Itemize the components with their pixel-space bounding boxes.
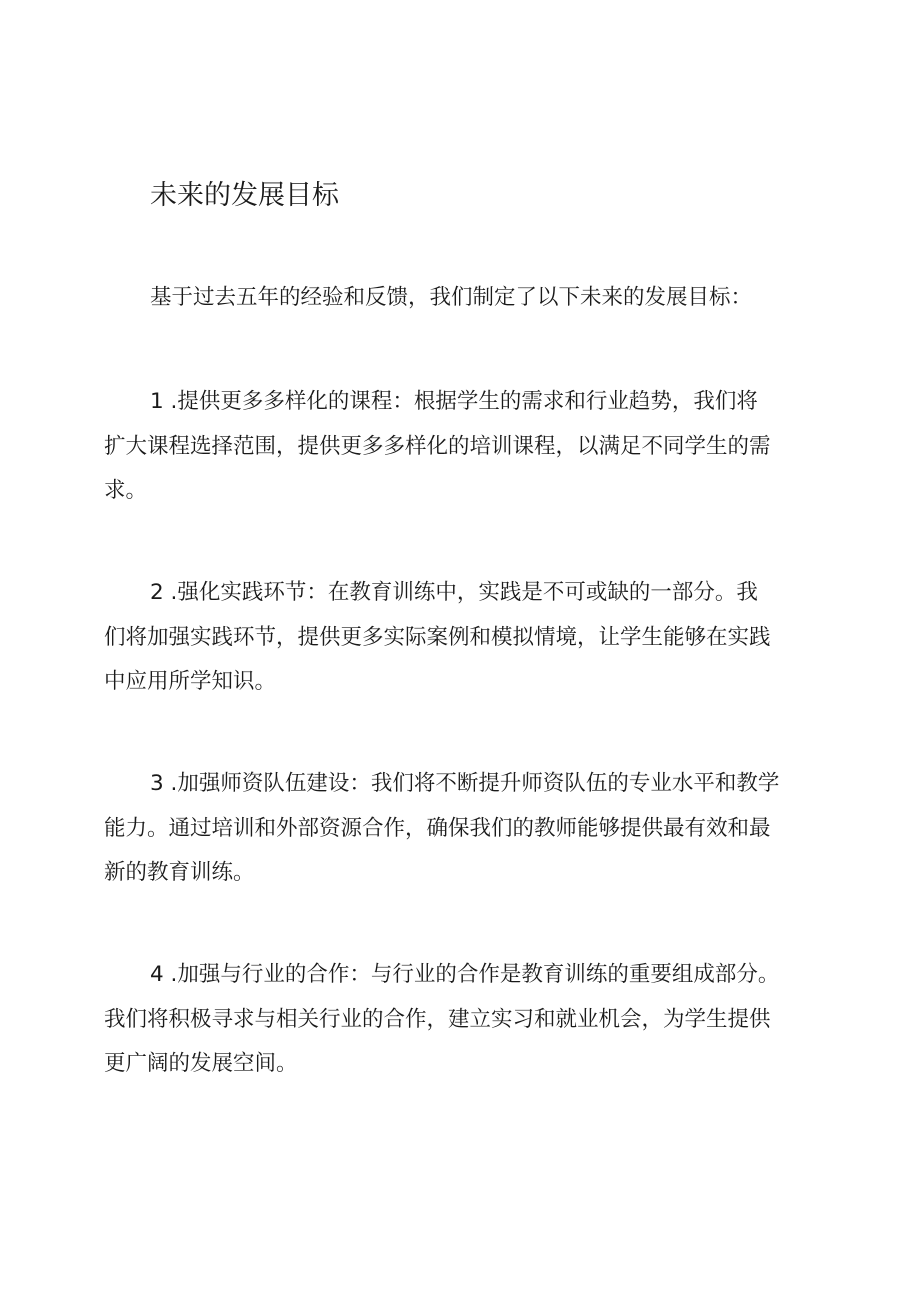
goal-item-3	[104, 762, 824, 896]
goal-item-4-line-3: 更广阔的发展空间。	[104, 1051, 298, 1076]
goal-item-1-line-1: 1 .提供更多多样化的课程：根据学生的需求和行业趋势，我们将	[150, 389, 758, 414]
page-title: 未来的发展目标	[150, 180, 339, 211]
goal-item-3-line-3: 新的教育训练。	[104, 860, 255, 885]
goal-item-2	[104, 571, 824, 705]
goal-item-4-line-1: 4 .加强与行业的合作：与行业的合作是教育训练的重要组成部分。	[150, 962, 780, 987]
goal-item-3-line-1: 3 .加强师资队伍建设：我们将不断提升师资队伍的专业水平和教学	[150, 771, 780, 796]
goal-item-2-line-2: 们将加强实践环节，提供更多实际案例和模拟情境，让学生能够在实践	[104, 624, 771, 650]
goal-item-4-line-2: 我们将积极寻求与相关行业的合作，建立实习和就业机会，为学生提供	[104, 1006, 771, 1032]
goal-item-2-line-1: 2 .强化实践环节：在教育训练中，实践是不可或缺的一部分。我	[150, 580, 758, 605]
goal-item-1	[104, 380, 824, 514]
goal-item-3-line-2: 能力。通过培训和外部资源合作，确保我们的教师能够提供最有效和最	[104, 815, 771, 841]
goal-item-2-line-3: 中应用所学知识。	[104, 669, 277, 694]
goal-item-4	[104, 953, 824, 1087]
goal-item-1-line-2: 扩大课程选择范围，提供更多多样化的培训课程，以满足不同学生的需	[104, 433, 771, 459]
intro-paragraph: 基于过去五年的经验和反馈，我们制定了以下未来的发展目标：	[150, 285, 753, 310]
goal-item-1-line-3: 求。	[104, 478, 148, 503]
